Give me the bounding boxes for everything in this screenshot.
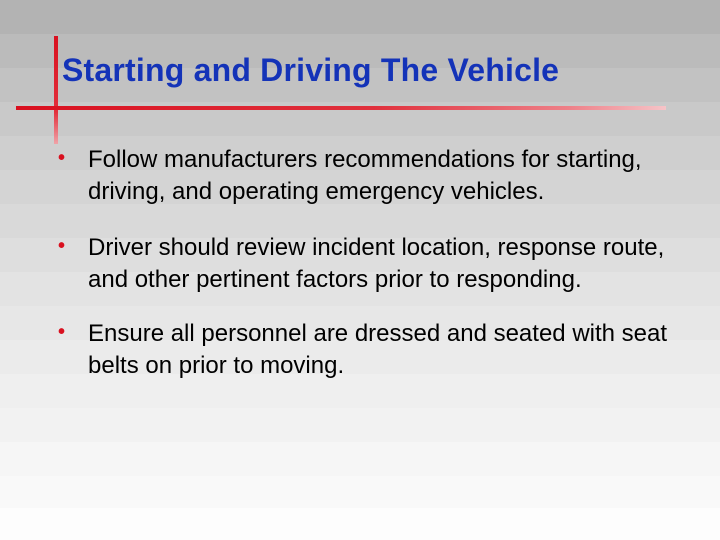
bullet-text: Driver should review incident location, response route, and other pertinent factors prior to responding.: [88, 234, 665, 293]
bullet-item: [58, 318, 678, 382]
accent-line-horizontal: [16, 106, 666, 110]
accent-line-vertical: [54, 36, 58, 144]
bullet-list: [58, 144, 678, 406]
bullet-marker-icon: •: [58, 321, 66, 343]
slide-title: Starting and Driving The Vehicle: [62, 52, 560, 88]
bullet-marker-icon: •: [58, 147, 66, 169]
bullet-item: [58, 232, 678, 296]
bullet-text: Ensure all personnel are dressed and seated with seat belts on prior to moving.: [88, 320, 668, 379]
bullet-marker-icon: •: [58, 235, 66, 257]
bullet-text: Follow manufacturers recommendations for starting, driving, and operating emergency vehicles.: [88, 146, 642, 205]
bullet-item: [58, 144, 678, 208]
